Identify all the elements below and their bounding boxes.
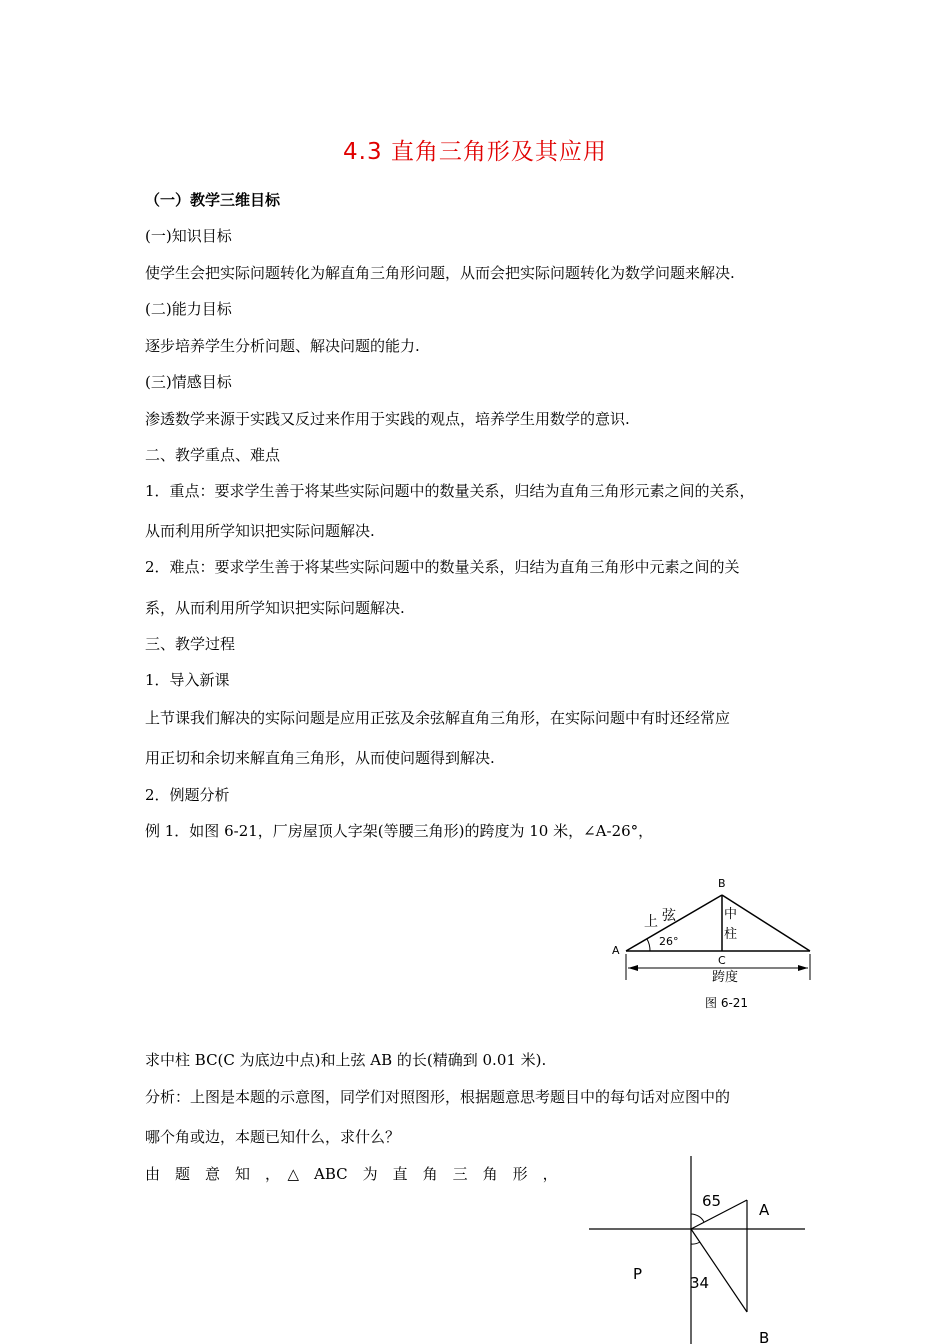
emotion-heading: (三)情感目标 — [145, 373, 232, 391]
label-B: B — [718, 877, 726, 890]
bearing-figure — [585, 1152, 810, 1344]
upper-chord-label-2: 弦 — [662, 908, 676, 924]
ability-heading: (二)能力目标 — [145, 300, 232, 318]
label-C: C — [718, 954, 726, 967]
span-arrow-left — [628, 965, 638, 971]
span-arrow-right — [798, 965, 808, 971]
angle-arc-34 — [691, 1242, 700, 1244]
key-point-1a: 1．重点：要求学生善于将某些实际问题中的数量关系，归结为直角三角形元素之间的关系， — [145, 482, 755, 500]
knowledge-text: 使学生会把实际问题转化为解直角三角形问题，从而会把实际问题转化为数学问题来解决. — [145, 264, 735, 282]
key-point-1b: 从而利用所学知识把实际问题解决. — [145, 522, 375, 540]
upper-chord-right — [722, 895, 810, 951]
angle-label: 26° — [659, 935, 679, 948]
label-A: A — [612, 944, 620, 957]
point-P-label: P — [633, 1265, 643, 1283]
center-post-label-1: 中 — [724, 907, 738, 922]
example-1: 例 1．如图 6-21，厂房屋顶人字架(等腰三角形)的跨度为 10 米，∠A-26°， — [145, 822, 654, 840]
point-B-label: B — [759, 1329, 770, 1344]
given-statement: 由 题 意 知 ， △ ABC 为 直 角 三 角 形 ， — [145, 1165, 558, 1183]
process-heading: 三、教学过程 — [145, 635, 236, 653]
intro-text-a: 上节课我们解决的实际问题是应用正弦及余弦解直角三角形，在实际问题中有时还经常应 — [145, 709, 731, 727]
ability-text: 逐步培养学生分析问题、解决问题的能力. — [145, 337, 420, 355]
angle-65-label: 65 — [702, 1192, 722, 1210]
example-1-question: 求中柱 BC(C 为底边中点)和上弦 AB 的长(精确到 0.01 米). — [145, 1051, 547, 1069]
page-title: 4.3 直角三角形及其应用 — [343, 139, 607, 165]
emotion-text: 渗透数学来源于实践又反过来作用于实践的观点，培养学生用数学的意识. — [145, 410, 630, 428]
figure-6-21 — [600, 870, 820, 1020]
goals-heading: （一）教学三维目标 — [145, 191, 281, 209]
analysis-a: 分析：上图是本题的示意图，同学们对照图形，根据题意思考题目中的每句话对应图中的 — [145, 1088, 731, 1106]
line-PB — [691, 1229, 747, 1312]
point-A-label: A — [759, 1201, 770, 1219]
intro-heading: 1．导入新课 — [145, 671, 230, 689]
example-heading: 2．例题分析 — [145, 786, 230, 804]
upper-chord-label-1: 上 — [644, 914, 658, 930]
analysis-b: 哪个角或边，本题已知什么，求什么？ — [145, 1128, 401, 1146]
key-heading: 二、教学重点、难点 — [145, 446, 281, 464]
knowledge-heading: (一)知识目标 — [145, 227, 232, 245]
center-post-label-2: 柱 — [724, 927, 738, 942]
span-label: 跨度 — [712, 970, 739, 985]
key-point-2b: 系，从而利用所学知识把实际问题解决. — [145, 599, 405, 617]
angle-arc-65 — [691, 1214, 704, 1222]
angle-arc — [647, 939, 650, 951]
figure-caption: 图 6-21 — [705, 996, 749, 1010]
angle-34-label: 34 — [690, 1274, 710, 1292]
key-point-2a: 2．难点：要求学生善于将某些实际问题中的数量关系，归结为直角三角形中元素之间的关 — [145, 558, 740, 576]
intro-text-b: 用正切和余切来解直角三角形，从而使问题得到解决. — [145, 749, 495, 767]
